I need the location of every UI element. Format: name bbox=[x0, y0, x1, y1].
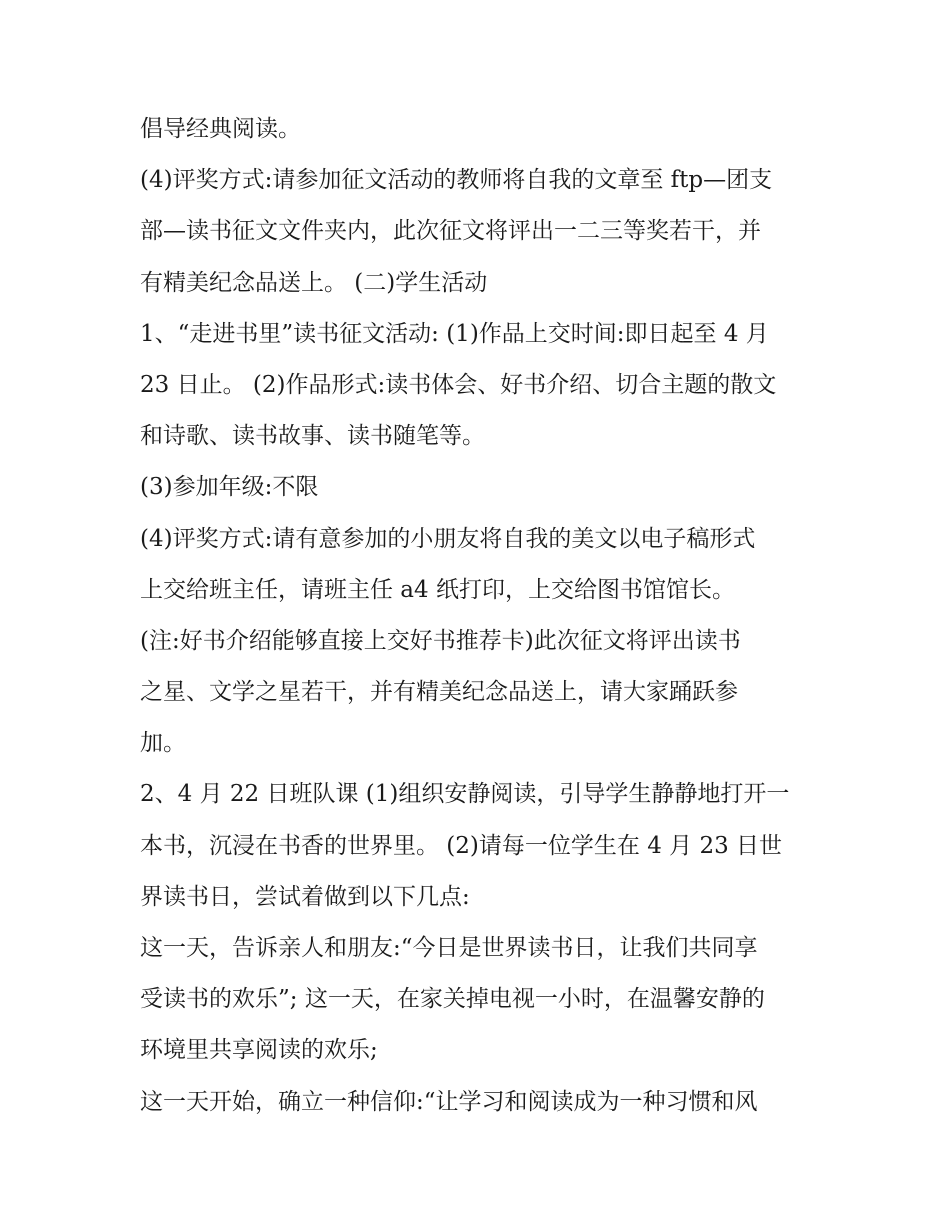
text-line: 界读书日，尝试着做到以下几点: bbox=[140, 883, 470, 910]
text-line: 环境里共享阅读的欢乐; bbox=[140, 1037, 378, 1064]
text-line: 这一天，告诉亲人和朋友:“今日是世界读书日，让我们共同享 bbox=[140, 935, 758, 961]
text-line: 上交给班主任，请班主任 a4 纸打印，上交给图书馆馆长。 bbox=[140, 576, 735, 603]
text-line: 2、4 月 22 日班队课 (1)组织安静阅读，引导学生静静地打开一 bbox=[140, 781, 790, 808]
text-line: 和诗歌、读书故事、读书随笔等。 bbox=[140, 423, 485, 450]
text-line: 之星、文学之星若干，并有精美纪念品送上，请大家踊跃参 bbox=[140, 679, 738, 706]
text-line: 本书，沉浸在书香的世界里。 (2)请每一位学生在 4 月 23 日世 bbox=[140, 832, 783, 859]
text-line: 23 日止。 (2)作品形式:读书体会、好书介绍、切合主题的散文 bbox=[140, 371, 777, 398]
text-line: 1、“走进书里”读书征文活动: (1)作品上交时间:即日起至 4 月 bbox=[140, 320, 769, 347]
text-line: (3)参加年级:不限 bbox=[140, 474, 319, 501]
text-line: 受读书的欢乐”; 这一天，在家关掉电视一小时，在温馨安静的 bbox=[140, 986, 765, 1013]
document-body bbox=[140, 104, 820, 1128]
text-line: 这一天开始，确立一种信仰:“让学习和阅读成为一种习惯和风 bbox=[140, 1088, 758, 1115]
text-line: (4)评奖方式:请有意参加的小朋友将自我的美文以电子稿形式 bbox=[140, 525, 756, 552]
text-line: (注:好书介绍能够直接上交好书推荐卡)此次征文将评出读书 bbox=[140, 627, 741, 654]
text-line: 加。 bbox=[140, 730, 186, 757]
text-line: (4)评奖方式:请参加征文活动的教师将自我的文章至 ftp—团支 bbox=[140, 167, 773, 194]
text-line: 倡导经典阅读。 bbox=[140, 116, 301, 142]
text-line: 部—读书征文文件夹内，此次征文将评出一二三等奖若干，并 bbox=[140, 218, 761, 245]
text-line: 有精美纪念品送上。 (二)学生活动 bbox=[140, 269, 488, 296]
